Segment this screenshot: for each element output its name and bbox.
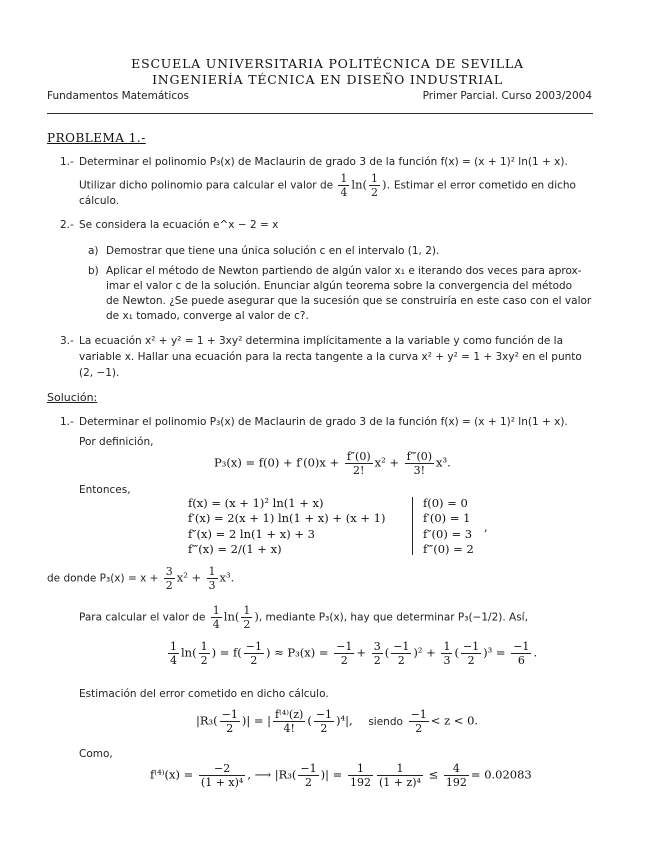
bd-c-den: (1 + z)⁴ bbox=[378, 776, 421, 789]
ev-i-den: 6 bbox=[517, 654, 525, 667]
er-4fact: 4! bbox=[283, 722, 295, 735]
w-c1-num: 3 bbox=[165, 565, 173, 578]
q1-number: 1.- bbox=[60, 156, 74, 168]
q2a-text: Demostrar que tiene una única solución c en el intervalo (1, 2). bbox=[106, 245, 440, 257]
w-c2-num: 1 bbox=[208, 565, 216, 578]
degree-name: INGENIERÍA TÉCNICA EN DISEÑO INDUSTRIAL bbox=[152, 72, 503, 87]
s1-number: 1.- bbox=[60, 416, 74, 428]
ev-d-den: 2 bbox=[340, 654, 348, 667]
def-f3-num: f‴(0) bbox=[406, 450, 433, 463]
calc-b: , mediante P₃(x), hay que determinar P₃(−1/2). Así, bbox=[258, 611, 528, 624]
ev-mid1: ) = f( bbox=[211, 645, 242, 660]
deriv-1: f′(x) = 2(x + 1) ln(1 + x) + (x + 1) bbox=[188, 511, 386, 525]
q3-line1: La ecuación x² + y² = 1 + 3xy² determina implícitamente a la variable y como función de la bbox=[79, 335, 564, 347]
q2a-label: a) bbox=[88, 245, 99, 257]
deriv-3: f‴(x) = 2/(1 + x) bbox=[188, 542, 282, 556]
q1-frac2-den: 2 bbox=[371, 186, 378, 199]
q1-line2: Utilizar dicho polinomio para calcular el valor de $\frac{1}{4}$ ln( $\frac{1}{2}$ ). Estimar el error cometido en dicho bbox=[79, 172, 576, 199]
s1-line1: Determinar el polinomio P₃(x) de Maclaurin de grado 3 de la función f(x) = (x + 1)² ln(1 + x). bbox=[79, 416, 568, 428]
error-equation bbox=[196, 708, 478, 735]
bd-b-num: 1 bbox=[348, 762, 373, 776]
table-divider bbox=[412, 497, 413, 555]
er-a-num: −1 bbox=[221, 708, 238, 721]
ev-plus1: + bbox=[356, 645, 367, 660]
exam-name: Primer Parcial. Curso 2003/2004 bbox=[422, 90, 592, 102]
by-definition: Por definición, bbox=[79, 436, 154, 448]
bd-leq: ≤ bbox=[428, 767, 439, 782]
er-siendo: siendo bbox=[368, 715, 403, 728]
solution-title: Solución: bbox=[47, 391, 98, 404]
ev-c-den: 2 bbox=[250, 654, 258, 667]
calc-frac2-den: 2 bbox=[243, 618, 251, 631]
bd-arrow: , ⟶ |R₃( bbox=[247, 767, 297, 782]
ev-mid2: ) ≈ P₃(x) = bbox=[265, 645, 329, 660]
q2b-line3: de Newton. ¿Se puede asegurar que la sucesión que se construiría en este caso con el valor bbox=[106, 295, 592, 307]
q2-line1: Se considera la ecuación e^x − 2 = x bbox=[79, 219, 279, 231]
er-lhs: |R₃( bbox=[196, 713, 218, 728]
error-title: Estimación del error cometido en dicho cálculo. bbox=[79, 688, 329, 700]
q3-line2: variable x. Hallar una ecuación para la recta tangente a la curva x² + y² = 1 + 3xy² en el punto bbox=[79, 351, 582, 363]
q1-line2b: Estimar el error cometido en dicho bbox=[393, 179, 576, 192]
bound-equation bbox=[150, 762, 532, 789]
er-b-num: −1 bbox=[315, 708, 333, 721]
calc-frac2-num: 1 bbox=[243, 604, 251, 617]
bd-neg2: −2 bbox=[199, 762, 245, 776]
bd-a-den: 2 bbox=[305, 776, 313, 789]
def-x2: x² + bbox=[374, 455, 399, 470]
q3-line3: (2, −1). bbox=[79, 367, 120, 379]
calc-frac-den: 4 bbox=[212, 618, 220, 631]
er-pow4: )⁴|, bbox=[336, 713, 353, 728]
er-a-den: 2 bbox=[226, 722, 234, 735]
deriv-0: f(x) = (x + 1)² ln(1 + x) bbox=[188, 496, 324, 510]
table-comma: , bbox=[484, 520, 488, 534]
whence-line bbox=[47, 565, 234, 592]
value-1: f′(0) = 1 bbox=[423, 511, 471, 525]
q2b-line4: de x₁ tomado, converge al valor de c?. bbox=[106, 310, 309, 322]
ev-a-num: 1 bbox=[170, 640, 177, 653]
er-f4z: f⁽⁴⁾(z) bbox=[275, 708, 304, 721]
q2b-line2: imar el valor c de la solución. Enunciar algún teorema sobre la convergencia del método bbox=[106, 280, 573, 292]
value-2: f″(0) = 3 bbox=[423, 527, 473, 541]
q2-number: 2.- bbox=[60, 219, 74, 231]
def-lhs: P₃(x) = f(0) + f′(0)x + bbox=[214, 455, 340, 470]
ev-sq: )² + bbox=[413, 645, 436, 660]
bd-d-num: 4 bbox=[444, 762, 469, 776]
q1-ln: ln( bbox=[351, 177, 367, 192]
ev-g-num: 1 bbox=[443, 640, 451, 653]
ev-f-num: −1 bbox=[393, 640, 410, 653]
ev-c-num: −1 bbox=[245, 640, 262, 653]
bd-result: = 0.02083 bbox=[470, 767, 532, 782]
calc-ln: ln( bbox=[223, 609, 240, 624]
bd-d-den: 192 bbox=[445, 776, 467, 789]
ev-g-den: 3 bbox=[443, 654, 451, 667]
w-x2: x² + bbox=[176, 570, 202, 585]
calc-a: Para calcular el valor de bbox=[79, 611, 206, 624]
q3-number: 3.- bbox=[60, 335, 74, 347]
bd-f4x: f⁽⁴⁾(x) = bbox=[150, 767, 194, 782]
bd-c-num: 1 bbox=[377, 762, 423, 776]
q1-frac-den: 4 bbox=[340, 186, 348, 199]
course-name: Fundamentos Matemáticos bbox=[47, 90, 190, 102]
ev-ln: ln( bbox=[181, 645, 197, 660]
er-c-num: −1 bbox=[410, 708, 427, 721]
ev-f-den: 2 bbox=[397, 654, 405, 667]
ev-b-num: 1 bbox=[200, 640, 208, 653]
como-label: Como, bbox=[79, 748, 113, 760]
bd-1px4: (1 + x)⁴ bbox=[200, 776, 244, 789]
header-rule bbox=[47, 113, 593, 114]
q1-frac2-num: 1 bbox=[371, 172, 378, 185]
value-3: f‴(0) = 2 bbox=[423, 542, 474, 556]
w-x3: x³. bbox=[219, 570, 235, 585]
er-ineq: < z < 0. bbox=[430, 713, 479, 728]
evaluation-equation bbox=[166, 640, 537, 667]
calc-frac-num: 1 bbox=[212, 604, 220, 617]
ev-a-den: 4 bbox=[170, 654, 177, 667]
bd-b-den: 192 bbox=[349, 776, 371, 789]
q1-frac-num: 1 bbox=[340, 172, 348, 185]
problem-title: PROBLEMA 1.- bbox=[47, 131, 146, 145]
w-c2-den: 3 bbox=[208, 579, 216, 592]
er-b-den: 2 bbox=[320, 722, 328, 735]
value-0: f(0) = 0 bbox=[423, 496, 468, 510]
whence-text: de donde P₃(x) = x + bbox=[47, 572, 159, 585]
q2b-line1: Aplicar el método de Newton partiendo de algún valor x₁ e iterando dos veces para aprox- bbox=[106, 265, 582, 277]
ev-e-den: 2 bbox=[373, 654, 381, 667]
def-x3: x³. bbox=[436, 455, 451, 470]
ev-open2: ( bbox=[454, 645, 459, 660]
er-c-den: 2 bbox=[415, 722, 423, 735]
ev-h-den: 2 bbox=[467, 654, 475, 667]
def-f2-den: 2! bbox=[353, 464, 365, 477]
calc-line bbox=[79, 604, 528, 631]
q1-close: ) bbox=[382, 177, 387, 192]
school-name: ESCUELA UNIVERSITARIA POLITÉCNICA DE SEVILLA bbox=[131, 56, 524, 71]
ev-open1: ( bbox=[384, 645, 390, 660]
w-c1-den: 2 bbox=[165, 579, 173, 592]
ev-h-num: −1 bbox=[462, 640, 480, 653]
ev-d-num: −1 bbox=[336, 640, 353, 653]
def-f3-den: 3! bbox=[413, 464, 426, 477]
deriv-2: f″(x) = 2 ln(1 + x) + 3 bbox=[188, 527, 315, 541]
maclaurin-definition bbox=[214, 450, 451, 477]
q1-line3: cálculo. bbox=[79, 195, 120, 207]
then-label: Entonces, bbox=[79, 484, 131, 496]
q1-line2a: Utilizar dicho polinomio para calcular el valor de bbox=[79, 179, 334, 192]
q2b-label: b) bbox=[88, 265, 99, 277]
calc-close: ) bbox=[254, 609, 259, 624]
ev-period: . bbox=[533, 645, 538, 660]
er-mid: )| = | bbox=[241, 713, 272, 728]
ev-e-num: 3 bbox=[373, 640, 381, 653]
q1-line1: Determinar el polinomio P₃(x) de Maclaurin de grado 3 de la función f(x) = (x + 1)² ln(1 + x). bbox=[79, 156, 568, 168]
ev-cube: )³ = bbox=[483, 645, 506, 660]
er-open: ( bbox=[307, 713, 312, 728]
bd-eq: )| = bbox=[320, 767, 343, 782]
ev-b-den: 2 bbox=[200, 654, 208, 667]
ev-i-num: −1 bbox=[513, 640, 530, 653]
bd-a-num: −1 bbox=[300, 762, 317, 775]
def-f2-num: f″(0) bbox=[346, 450, 371, 463]
